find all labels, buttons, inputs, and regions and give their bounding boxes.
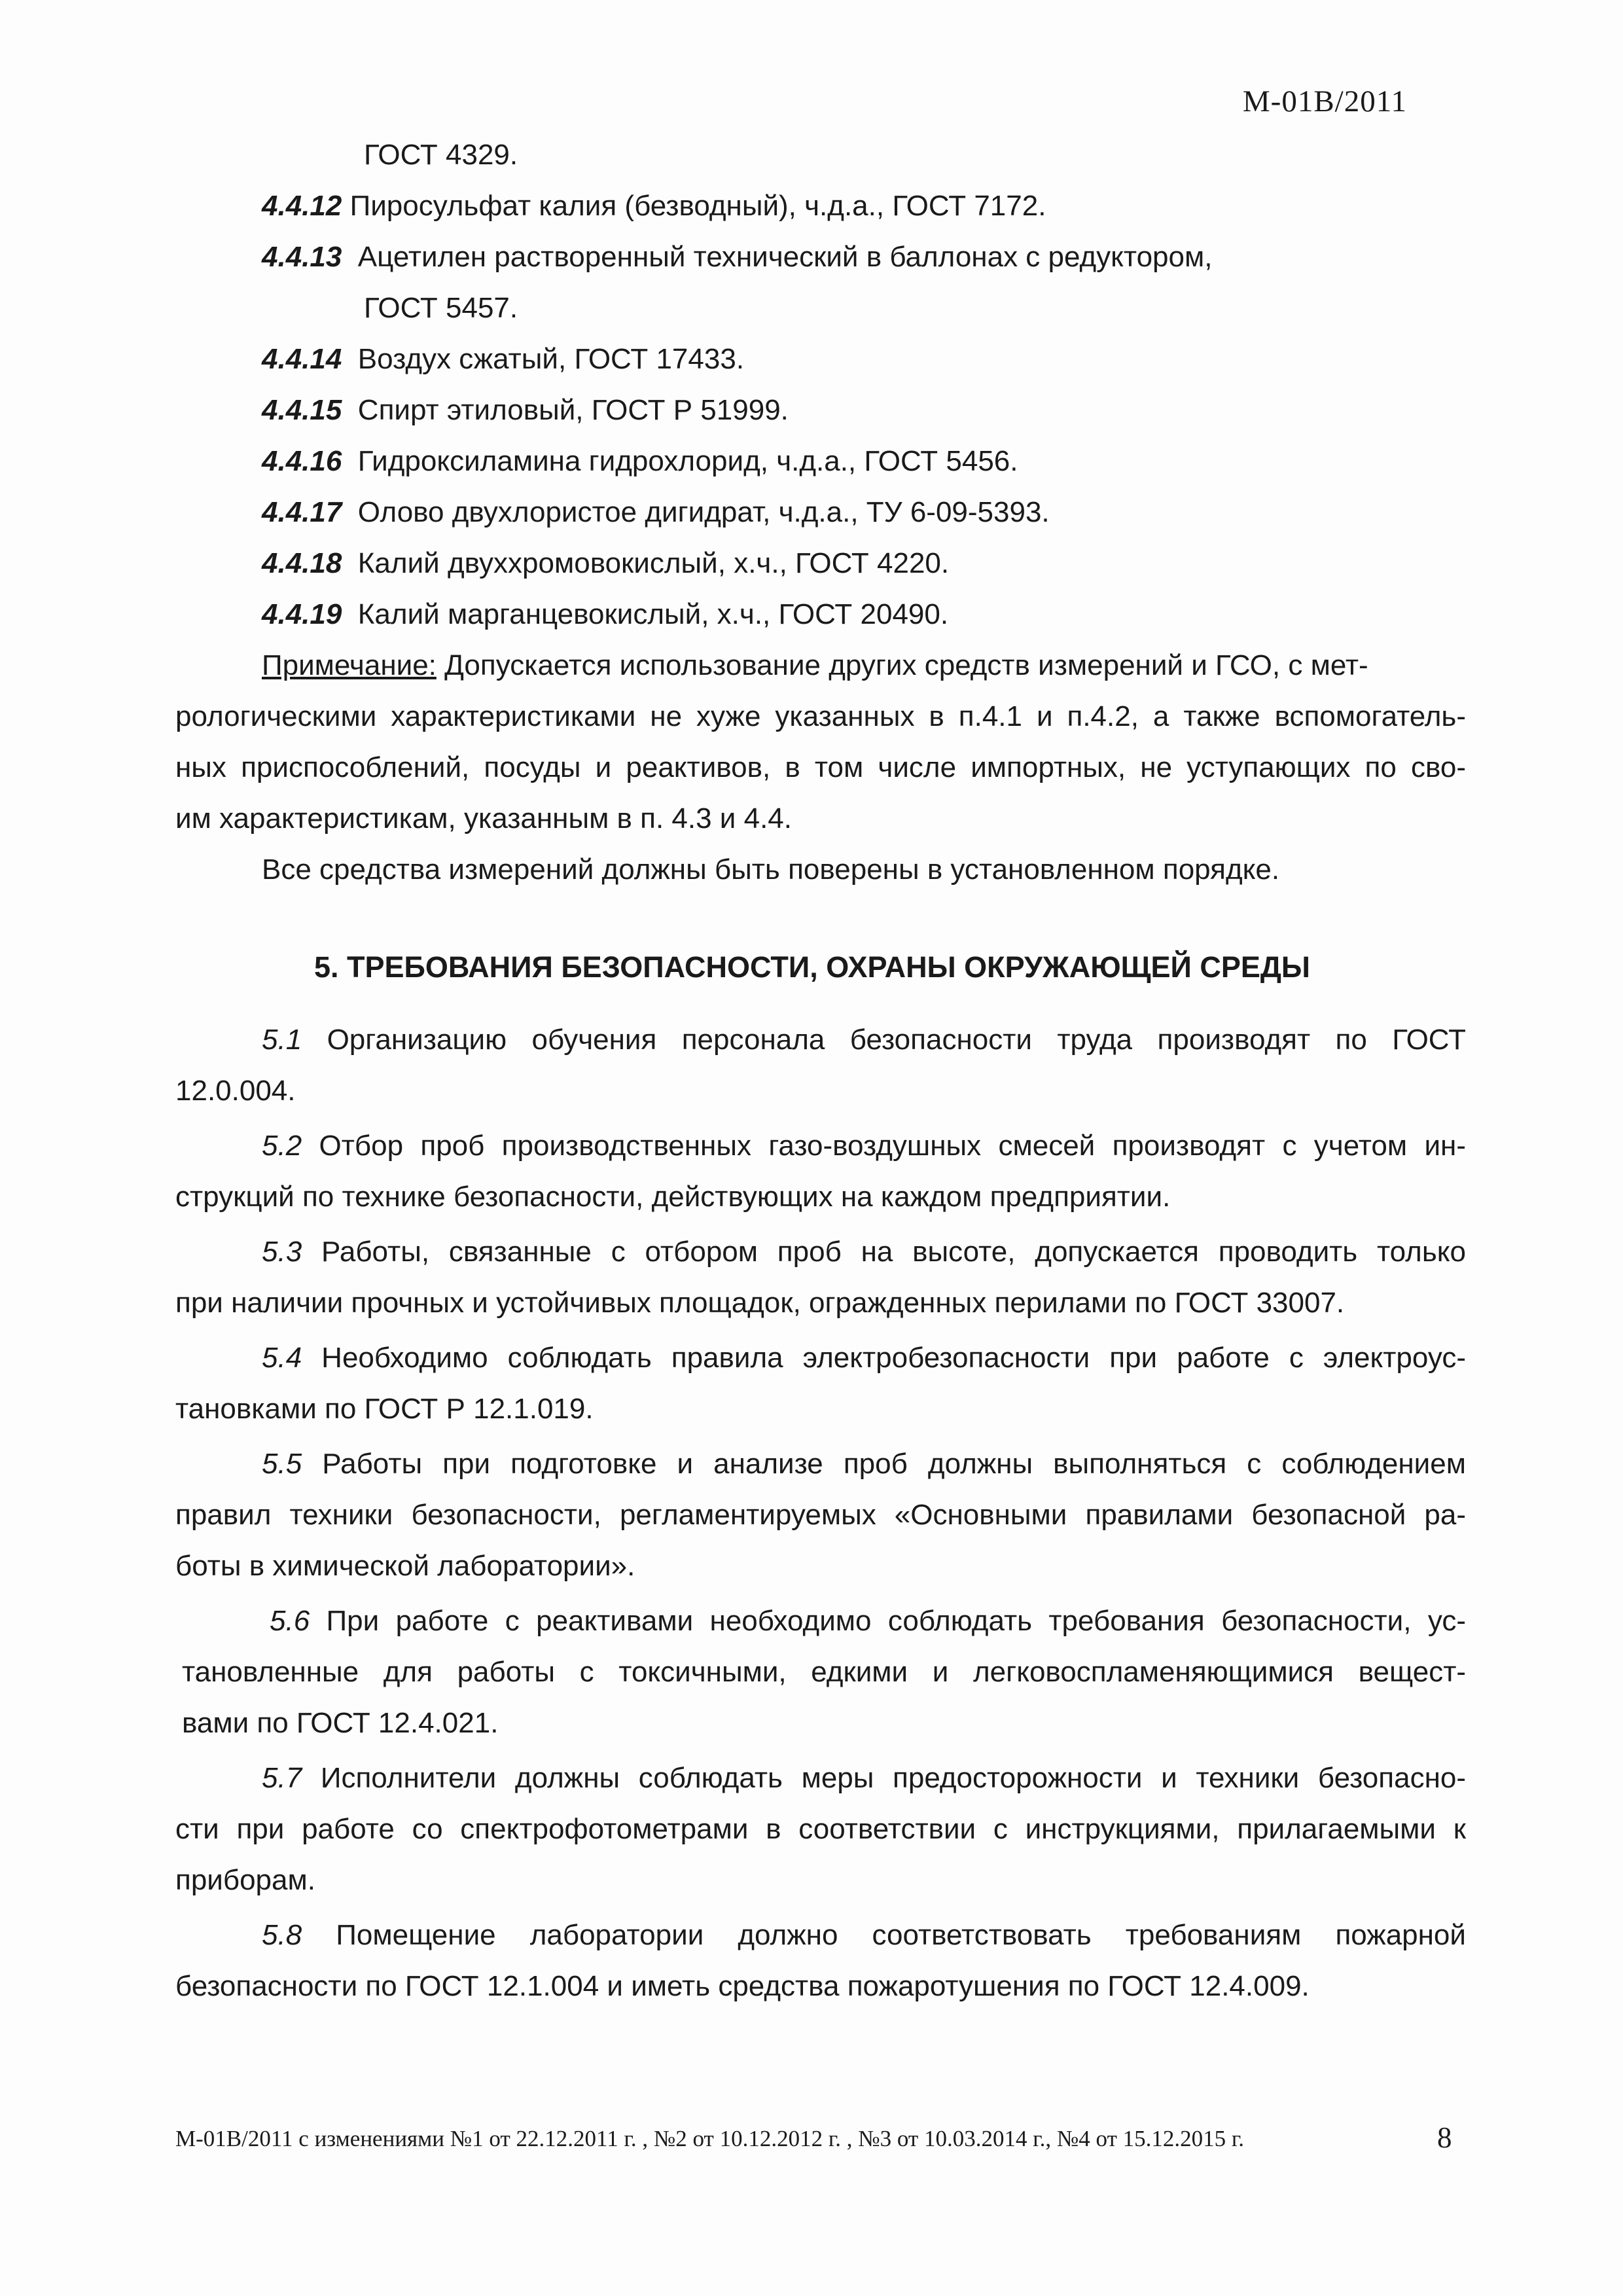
item-number: 4.4.12 <box>262 190 342 222</box>
note-line <box>262 640 1466 691</box>
item-text: Гидроксиламина гидрохлорид, ч.д.а., ГОСТ 5456. <box>357 445 1018 477</box>
list-item <box>262 385 789 436</box>
item-text: Калий двуххромовокислый, х.ч., ГОСТ 4220. <box>357 547 950 579</box>
paragraph-line: струкций по технике безопасности, действующих на каждом предприятии. <box>175 1181 1171 1213</box>
paragraph-line: тановками по ГОСТ Р 12.1.019. <box>175 1393 594 1425</box>
paragraph-number: 5.2 <box>262 1130 302 1162</box>
list-item-continuation: ГОСТ 4329. <box>364 139 518 171</box>
paragraph-line: 12.0.004. <box>175 1075 296 1107</box>
document-code-header: М-01В/2011 <box>1242 84 1407 118</box>
paragraph-number: 5.6 <box>270 1605 310 1637</box>
paragraph-line <box>262 1333 1466 1384</box>
item-text: Спирт этиловый, ГОСТ Р 51999. <box>357 394 789 426</box>
list-item <box>262 589 948 640</box>
paragraph-line <box>262 1121 1466 1172</box>
page-number: 8 <box>1437 2121 1452 2154</box>
paragraph-line <box>270 1596 1466 1647</box>
paragraph-line <box>262 1014 1466 1066</box>
list-item <box>262 538 949 589</box>
paragraph-line: приборам. <box>175 1864 315 1896</box>
note-line: им характеристикам, указанным в п. 4.3 и 4.4. <box>175 802 793 834</box>
item-text: Ацетилен растворенный технический в баллонах с редуктором, <box>357 241 1213 273</box>
paragraph-line <box>262 1753 1466 1804</box>
note-line: ных приспособлений, посуды и реактивов, в том числе импортных, не уступающих по сво- <box>175 751 1466 783</box>
paragraph-number: 5.5 <box>262 1448 302 1480</box>
item-text-continuation: ГОСТ 5457. <box>364 292 518 324</box>
section-title: 5. ТРЕБОВАНИЯ БЕЗОПАСНОСТИ, ОХРАНЫ ОКРУЖАЮЩЕЙ СРЕДЫ <box>314 950 1310 984</box>
list-item <box>262 181 1046 232</box>
paragraph-line: при наличии прочных и устойчивых площадок, огражденных перилами по ГОСТ 33007. <box>175 1287 1345 1319</box>
paragraph-text: Отбор проб производственных газо-воздушных смесей производят с учетом ин- <box>319 1130 1466 1162</box>
item-number: 4.4.18 <box>262 547 342 579</box>
note-text: Допускается использование других средств измерений и ГСО, с мет- <box>444 649 1368 681</box>
paragraph-text: Работы при подготовке и анализе проб должны выполняться с соблюдением <box>322 1448 1466 1480</box>
note-line: рологическими характеристиками не хуже указанных в п.4.1 и п.4.2, а также вспомогатель- <box>175 700 1466 732</box>
item-number: 4.4.17 <box>262 496 342 528</box>
item-text: Олово двухлористое дигидрат, ч.д.а., ТУ 6-09-5393. <box>357 496 1050 528</box>
paragraph-text: Работы, связанные с отбором проб на высоте, допускается проводить только <box>321 1236 1466 1268</box>
paragraph-number: 5.8 <box>262 1919 302 1951</box>
item-number: 4.4.14 <box>262 343 342 375</box>
item-text: Калий марганцевокислый, х.ч., ГОСТ 20490. <box>357 598 949 630</box>
paragraph-number: 5.4 <box>262 1342 302 1374</box>
paragraph-text: При работе с реактивами необходимо соблюдать требования безопасности, ус- <box>326 1605 1466 1637</box>
paragraph-text: Необходимо соблюдать правила электробезопасности при работе с электроус- <box>321 1342 1466 1374</box>
list-item <box>262 334 744 385</box>
list-item <box>262 487 1050 538</box>
list-item <box>262 436 1018 487</box>
paragraph-number: 5.3 <box>262 1236 302 1268</box>
paragraph-line <box>262 1910 1466 1961</box>
paragraph-line: тановленные для работы с токсичными, едкими и легковоспламеняющимися вещест- <box>182 1656 1466 1688</box>
paragraph-number: 5.7 <box>262 1762 302 1794</box>
paragraph-text: Организацию обучения персонала безопасности труда производят по ГОСТ <box>327 1024 1466 1056</box>
paragraph-line <box>262 1439 1466 1490</box>
paragraph-line: сти при работе со спектрофотометрами в соответствии с инструкциями, прилагаемыми к <box>175 1813 1466 1845</box>
paragraph-line <box>262 1227 1466 1278</box>
paragraph-line: правил техники безопасности, регламентируемых «Основными правилами безопасной ра- <box>175 1499 1466 1531</box>
item-number: 4.4.16 <box>262 445 342 477</box>
paragraph-number: 5.1 <box>262 1024 302 1056</box>
paragraph-line: безопасности по ГОСТ 12.1.004 и иметь средства пожаротушения по ГОСТ 12.4.009. <box>175 1970 1310 2002</box>
verification-statement: Все средства измерений должны быть поверены в установленном порядке. <box>262 853 1280 886</box>
item-text: Пиросульфат калия (безводный), ч.д.а., ГОСТ 7172. <box>349 190 1046 222</box>
list-item <box>262 232 1212 283</box>
item-text: Воздух сжатый, ГОСТ 17433. <box>357 343 745 375</box>
paragraph-text: Исполнители должны соблюдать меры предосторожности и техники безопасно- <box>320 1762 1466 1794</box>
paragraph-line: вами по ГОСТ 12.4.021. <box>182 1707 499 1739</box>
note-label: Примечание: <box>262 649 437 681</box>
paragraph-line: боты в химической лаборатории». <box>175 1550 635 1582</box>
footer-changes: М-01В/2011 с изменениями №1 от 22.12.2011 г. , №2 от 10.12.2012 г. , №3 от 10.03.2014 г., №4 от 15.12.2015 г. <box>175 2126 1245 2151</box>
item-number: 4.4.13 <box>262 241 342 273</box>
item-number: 4.4.15 <box>262 394 342 426</box>
item-number: 4.4.19 <box>262 598 342 630</box>
paragraph-text: Помещение лаборатории должно соответствовать требованиям пожарной <box>336 1919 1466 1951</box>
